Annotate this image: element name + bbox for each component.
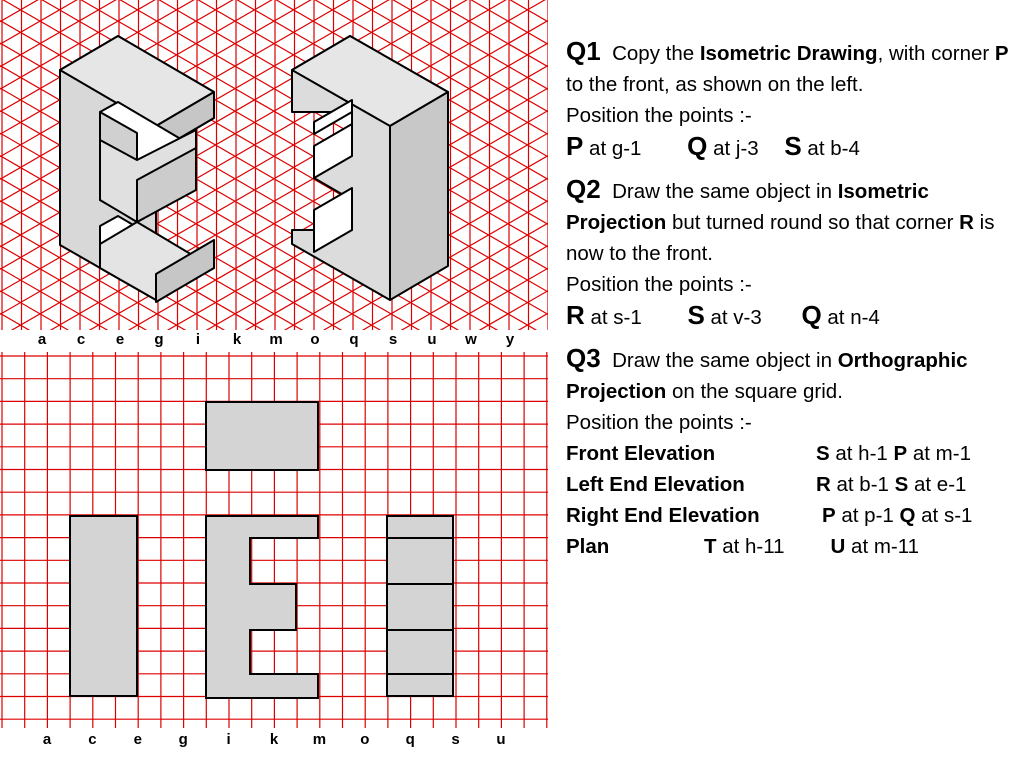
q2-points: [566, 300, 880, 330]
q3-text-a: Draw the same object in: [612, 349, 838, 372]
q2-text-a: Draw the same object in: [612, 180, 838, 203]
isometric-object-left: [60, 36, 214, 302]
isometric-grid: [0, 0, 548, 350]
square-axis-labels: [0, 728, 548, 768]
iso-axis-label-o: o: [310, 331, 320, 348]
q1-bold-b: P: [994, 42, 1009, 65]
q3-right-p1: P: [822, 504, 836, 527]
q3-position-line: Position the points :-: [566, 411, 752, 434]
q1-point-3-letter: S: [784, 131, 802, 161]
q3-right-t2: at s-1: [915, 504, 973, 527]
q2-position-line: Position the points :-: [566, 273, 752, 296]
question-1: [566, 36, 1016, 164]
q1-number: Q1: [566, 36, 601, 66]
square-axis-label-s: s: [451, 731, 460, 748]
isometric-right-face-2: [390, 92, 448, 300]
q3-right-t1: at p-1: [835, 504, 900, 527]
q1-bold-a: Isometric Drawing: [699, 42, 878, 65]
iso-axis-label-w: w: [465, 331, 477, 348]
q3-front-t2: at m-1: [907, 442, 971, 465]
q1-point-1-text: at g-1: [583, 137, 642, 160]
q2-text-b: but turned round so that corner: [666, 211, 960, 234]
q1-position-line: Position the points :-: [566, 104, 752, 127]
q1-point-3-text: at b-4: [801, 137, 860, 160]
q1-text-c: to the front, as shown on the left.: [566, 73, 864, 96]
q2-number: Q2: [566, 174, 601, 204]
q3-plan-label: Plan: [566, 535, 610, 558]
isometric-axis-labels: [0, 330, 548, 350]
square-grid: [0, 352, 548, 768]
q2-bold-b: R: [959, 211, 974, 234]
square-grid-panel: [0, 352, 548, 768]
iso-axis-label-s: s: [388, 331, 398, 348]
square-axis-label-u: u: [496, 731, 506, 748]
iso-axis-label-q: q: [349, 331, 359, 348]
q2-point-1-letter: R: [566, 300, 585, 330]
q1-point-1-letter: P: [566, 131, 584, 161]
q3-front-p2: P: [893, 442, 908, 465]
q3-left-p1: R: [816, 473, 831, 496]
square-axis-label-i: i: [226, 731, 231, 748]
square-axis-label-m: m: [312, 731, 327, 748]
square-axis-label-c: c: [88, 731, 97, 748]
iso-axis-label-k: k: [232, 331, 242, 348]
q3-plan-t1: at h-11: [716, 535, 785, 558]
q3-right-label: Right End Elevation: [566, 504, 760, 527]
q3-row-plan: [566, 535, 919, 558]
q3-left-t2: at e-1: [908, 473, 967, 496]
q2-text-c: is now to the front.: [566, 211, 995, 265]
questions-panel: [566, 36, 1016, 562]
front-elevation: [206, 516, 318, 698]
iso-axis-label-i: i: [195, 331, 201, 348]
q2-point-3-letter: Q: [801, 300, 822, 330]
q3-text-b: on the square grid.: [666, 380, 843, 403]
iso-axis-label-u: u: [427, 331, 437, 348]
q1-points: [566, 131, 860, 161]
q2-point-1-text: at s-1: [584, 306, 642, 329]
iso-axis-label-m: m: [269, 331, 283, 348]
square-axis-label-a: a: [42, 731, 52, 748]
q2-bold-a: Isometric Projection: [566, 180, 929, 234]
square-axis-label-k: k: [269, 731, 279, 748]
left-end-elevation: [70, 516, 137, 696]
iso-axis-label-e: e: [115, 331, 125, 348]
q3-left-p2: S: [894, 473, 909, 496]
q3-right-p2: Q: [899, 504, 916, 527]
q1-text-a: Copy the: [612, 42, 700, 65]
q2-point-2-text: at v-3: [704, 306, 762, 329]
iso-axis-label-c: c: [76, 331, 86, 348]
isometric-object-right: [292, 36, 448, 300]
right-end-elevation: [387, 516, 453, 696]
q3-row-front: [566, 442, 971, 465]
plan-view: [206, 402, 318, 470]
q3-number: Q3: [566, 343, 601, 373]
iso-axis-label-a: a: [37, 331, 47, 348]
q1-point-2-text: at j-3: [707, 137, 759, 160]
q3-plan-p1: T: [704, 535, 717, 558]
square-axis-label-g: g: [178, 731, 188, 748]
q3-left-t1: at b-1: [830, 473, 895, 496]
iso-axis-label-y: y: [505, 331, 515, 348]
q3-row-right: [566, 504, 972, 527]
q3-front-label: Front Elevation: [566, 442, 716, 465]
q1-text-b: , with corner: [877, 42, 995, 65]
q2-point-2-letter: S: [687, 300, 705, 330]
question-2: [566, 174, 1016, 333]
q3-row-left: [566, 473, 966, 496]
question-3: [566, 343, 1016, 562]
q3-front-p1: S: [816, 442, 830, 465]
iso-axis-label-g: g: [154, 331, 164, 348]
square-axis-label-o: o: [360, 731, 370, 748]
q3-plan-t2: at m-11: [845, 535, 920, 558]
square-axis-label-e: e: [133, 731, 142, 748]
square-axis-label-q: q: [405, 731, 415, 748]
q3-plan-p2: U: [830, 535, 846, 558]
q3-bold-a: Orthographic Projection: [566, 349, 968, 403]
q3-front-t1: at h-1: [829, 442, 894, 465]
q1-point-2-letter: Q: [687, 131, 708, 161]
isometric-grid-panel: [0, 0, 548, 350]
q3-left-label: Left End Elevation: [566, 473, 745, 496]
q2-point-3-text: at n-4: [821, 306, 880, 329]
